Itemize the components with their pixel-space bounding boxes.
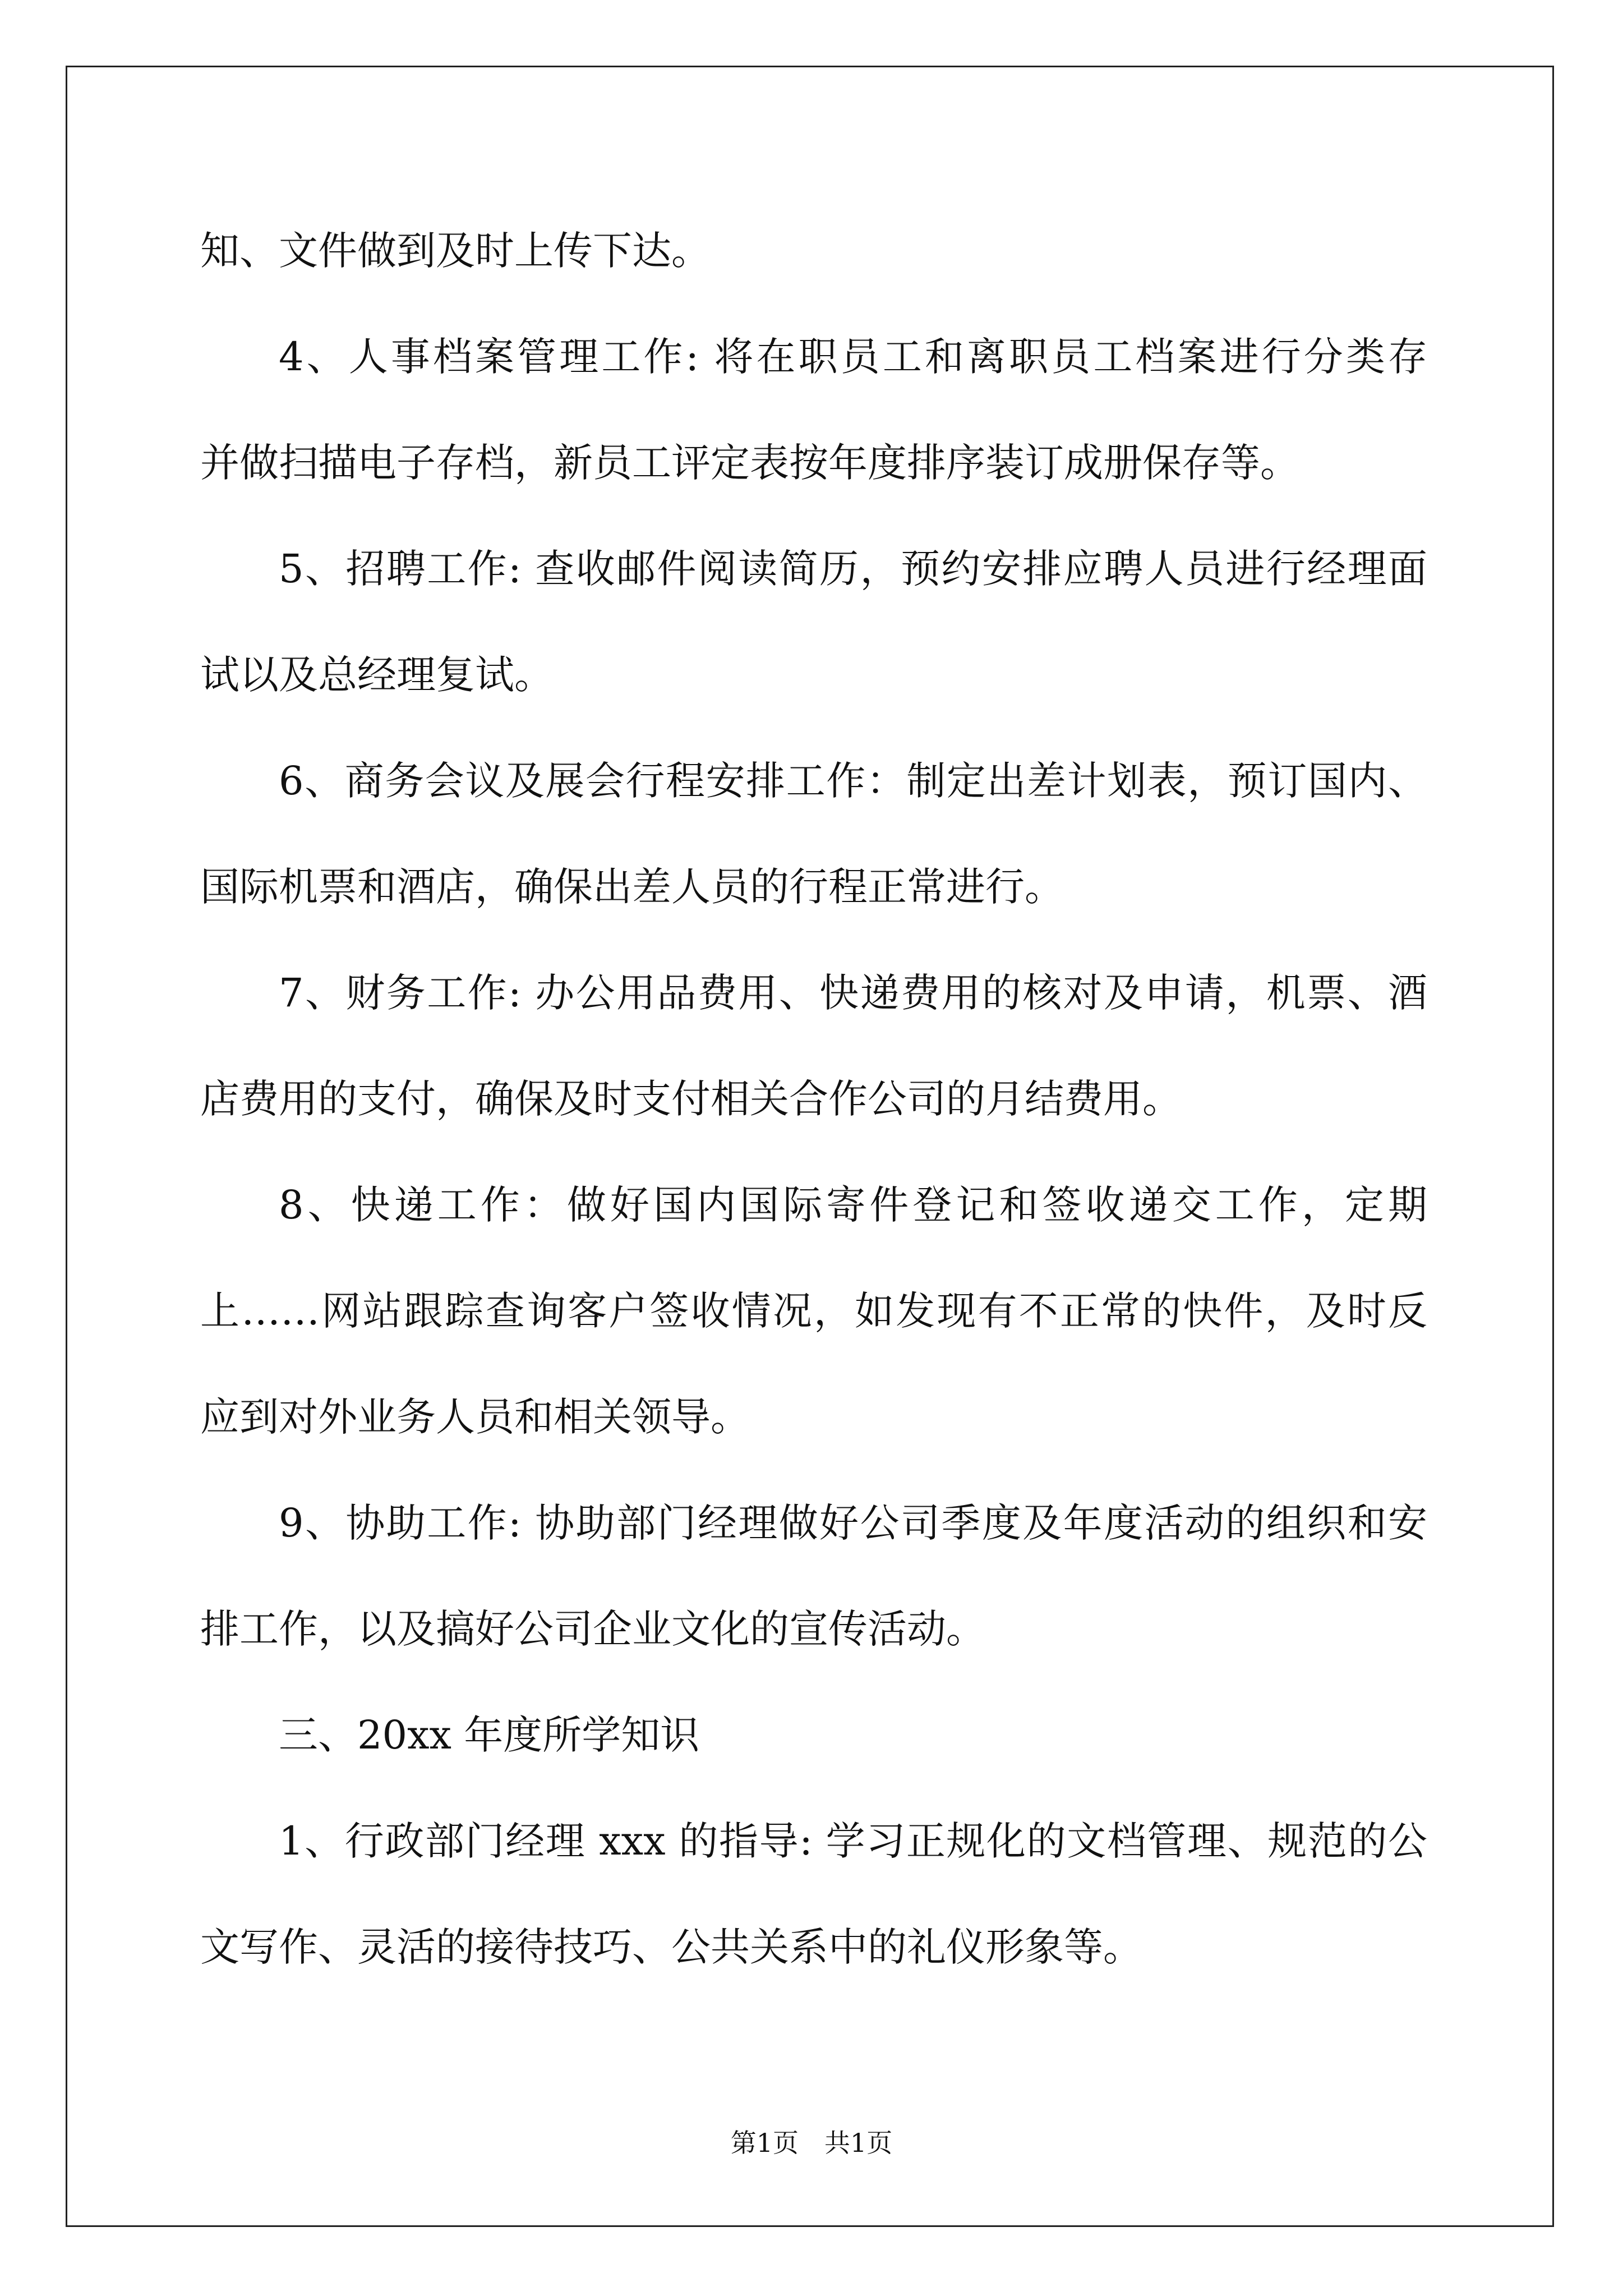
text-line: 8、快递工作：做好国内国际寄件登记和签收递交工作，定期 [279,1182,1427,1228]
paragraph [200,304,1427,516]
text-line: 并做扫描电子存档，新员工评定表按年度排序装订成册保存等。 [200,440,1299,486]
text-line: 知、文件做到及时上传下达。 [200,228,711,274]
paragraph [200,1470,1427,1682]
text-line: 7、财务工作: 办公用品费用、快递费用的核对及申请，机票、酒 [279,970,1427,1016]
text-line: 国际机票和酒店，确保出差人员的行程正常进行。 [200,864,1064,910]
text-line: 6、商务会议及展会行程安排工作：制定出差计划表，预订国内、 [279,758,1427,804]
document-body [200,198,1427,2000]
text-line: 应到对外业务人员和相关领导。 [200,1394,750,1440]
page-footer [0,2126,1623,2160]
text-line: 店费用的支付，确保及时支付相关合作公司的月结费用。 [200,1076,1182,1122]
text-line: 排工作，以及搞好公司企业文化的宣传活动。 [200,1606,985,1652]
text-line: 5、招聘工作: 查收邮件阅读简历，预约安排应聘人员进行经理面 [279,546,1427,592]
text-line: 9、协助工作: 协助部门经理做好公司季度及年度活动的组织和安 [279,1500,1427,1546]
section-heading [200,1682,1427,1788]
page-number: 第1页 [730,2128,799,2158]
text-line: 三、20xx 年度所学知识 [279,1712,700,1758]
text-line: 试以及总经理复试。 [200,652,554,698]
text-line: 文写作、灵活的接待技巧、公共关系中的礼仪形象等。 [200,1924,1142,1970]
paragraph [200,940,1427,1152]
paragraph [200,1152,1427,1470]
paragraph [200,1788,1427,2000]
text-line: 1、行政部门经理 xxx 的指导: 学习正规化的文档管理、规范的公 [279,1818,1427,1864]
paragraph [200,728,1427,940]
page-total: 共1页 [824,2128,893,2158]
paragraph [200,198,1427,304]
text-line: 上……网站跟踪查询客户签收情况，如发现有不正常的快件，及时反 [200,1288,1427,1334]
paragraph [200,516,1427,728]
text-line: 4、人事档案管理工作: 将在职员工和离职员工档案进行分类存 [279,334,1427,380]
